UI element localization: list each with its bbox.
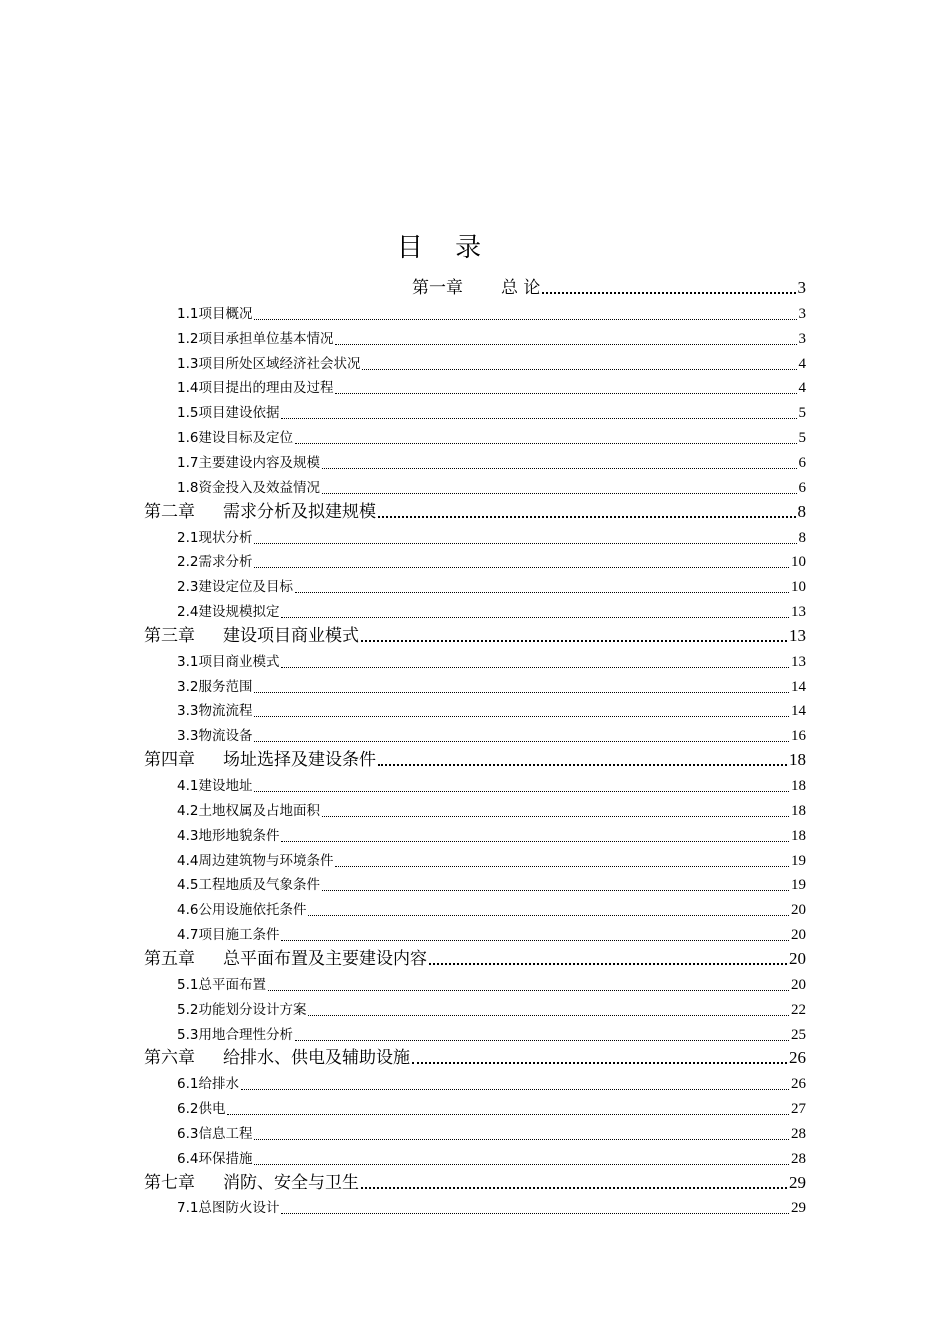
page-number: 13 [791, 604, 806, 621]
dot-leader [254, 692, 789, 693]
toc-chapter-row[interactable] [144, 747, 806, 771]
toc-section-row[interactable] [177, 673, 806, 697]
toc-section-row[interactable] [177, 399, 806, 423]
toc-entry-label: 1.8资金投入及效益情况 [177, 479, 320, 496]
toc-entry-label: 5.3用地合理性分析 [177, 1026, 293, 1043]
page-number: 28 [791, 1125, 806, 1142]
dot-leader [335, 344, 796, 345]
page-number: 14 [791, 678, 806, 695]
page-number: 19 [791, 852, 806, 869]
toc-entry-label: 1.5项目建设依据 [177, 405, 280, 422]
toc-section-row[interactable] [177, 722, 806, 746]
toc-entry-label: 6.1给排水 [177, 1076, 239, 1093]
toc-entry-label: 6.2供电 [177, 1101, 226, 1118]
dot-leader [281, 841, 789, 842]
toc-entry-label: 3.3物流设备 [177, 728, 253, 745]
toc-entry-label: 4.5工程地质及气象条件 [177, 877, 320, 894]
toc-entry-label [144, 625, 359, 647]
chapter-number: 第六章 [144, 1048, 195, 1069]
page-number: 5 [798, 430, 806, 447]
toc-section-row[interactable] [177, 896, 806, 920]
toc-section-row[interactable] [177, 573, 806, 597]
toc-entry-label: 2.3建设定位及目标 [177, 579, 293, 596]
toc-section-row[interactable] [177, 548, 806, 572]
page-number: 14 [791, 703, 806, 720]
toc-section-row[interactable] [177, 350, 806, 374]
chapter-number: 第四章 [144, 750, 195, 771]
chapter-title: 消防、安全与卫生 [223, 1172, 359, 1193]
toc-chapter-row[interactable] [144, 1170, 806, 1194]
toc-section-row[interactable] [177, 1145, 806, 1169]
toc-chapter-row[interactable] [144, 946, 806, 970]
toc-section-row[interactable] [177, 598, 806, 622]
dot-leader [362, 369, 796, 370]
toc-section-row[interactable] [177, 648, 806, 672]
dot-leader [322, 493, 797, 494]
toc-entry-label [144, 1172, 359, 1194]
page-number: 10 [791, 579, 806, 596]
toc-chapter-row[interactable] [144, 499, 806, 523]
dot-leader [254, 741, 789, 742]
chapter-number: 第五章 [144, 948, 195, 969]
dot-leader [281, 1213, 789, 1214]
page-number: 20 [789, 948, 806, 968]
toc-section-row[interactable] [177, 449, 806, 473]
dot-leader [227, 1114, 789, 1115]
dot-leader [308, 915, 789, 916]
page-number: 29 [791, 1200, 806, 1217]
dot-leader [295, 443, 797, 444]
page-number: 20 [791, 976, 806, 993]
chapter-title: 需求分析及拟建规模 [223, 501, 376, 522]
toc-entry-label: 5.2功能划分设计方案 [177, 1001, 307, 1018]
toc-entry-label [144, 501, 376, 523]
page-number: 16 [791, 728, 806, 745]
chapter-title: 建设项目商业模式 [223, 625, 359, 646]
toc-entry-label: 4.4周边建筑物与环境条件 [177, 852, 334, 869]
toc-section-row[interactable] [177, 871, 806, 895]
toc-chapter-row[interactable] [144, 623, 806, 647]
toc-section-row[interactable] [177, 474, 806, 498]
page-number: 28 [791, 1150, 806, 1167]
dot-leader [268, 990, 789, 991]
dot-leader [254, 319, 796, 320]
toc-section-row[interactable] [177, 971, 806, 995]
toc-entry-label: 3.2服务范围 [177, 678, 253, 695]
page-number: 6 [798, 454, 806, 471]
page-number: 22 [791, 1001, 806, 1018]
page-number: 19 [791, 877, 806, 894]
chapter-number: 第七章 [144, 1172, 195, 1193]
page-number: 18 [791, 827, 806, 844]
page-number: 6 [798, 479, 806, 496]
toc-section-row[interactable] [177, 822, 806, 846]
toc-entry-label: 1.2项目承担单位基本情况 [177, 330, 334, 347]
page-number: 18 [789, 750, 806, 770]
page-number: 20 [791, 927, 806, 944]
toc-entry-label: 4.1建设地址 [177, 778, 253, 794]
page-number: 18 [791, 802, 806, 819]
dot-leader [295, 592, 789, 593]
toc-entry-label [144, 749, 376, 771]
toc-entry-label: 1.1项目概况 [177, 305, 253, 322]
toc-section-row[interactable] [177, 697, 806, 721]
chapter-number: 第三章 [144, 625, 195, 646]
toc-entry-label: 4.6公用设施依托条件 [177, 902, 307, 919]
toc-entry-label: 4.7项目施工条件 [177, 927, 280, 944]
page-number: 29 [789, 1172, 806, 1192]
toc-entry-label: 1.3项目所处区域经济社会状况 [177, 355, 361, 372]
page-number: 26 [791, 1076, 806, 1093]
toc-section-row[interactable] [177, 921, 806, 945]
page-number: 18 [791, 778, 806, 794]
toc-section-row[interactable] [177, 1070, 806, 1094]
toc-entry-label: 4.2土地权属及占地面积 [177, 802, 320, 819]
toc-section-row[interactable] [177, 1021, 806, 1045]
dot-leader [429, 963, 787, 965]
page-number: 25 [791, 1026, 806, 1043]
dot-leader [281, 667, 789, 668]
toc-entry-label: 3.3物流流程 [177, 703, 253, 720]
toc-section-row[interactable] [177, 1095, 806, 1119]
dot-leader [335, 393, 796, 394]
page-number: 4 [798, 355, 806, 372]
toc-entry-label: 1.6建设目标及定位 [177, 430, 293, 447]
dot-leader [322, 890, 789, 891]
page-number: 20 [791, 902, 806, 919]
page-number: 13 [791, 653, 806, 670]
toc-section-row[interactable] [177, 1194, 806, 1218]
toc-entry-label [412, 277, 540, 299]
toc-entry-label: 7.1总图防火设计 [177, 1200, 280, 1217]
toc-entry-label: 2.1现状分析 [177, 529, 253, 546]
toc-entry-label: 2.2需求分析 [177, 554, 253, 571]
page-number: 3 [798, 305, 806, 322]
dot-leader [295, 1040, 789, 1041]
toc-section-row[interactable] [177, 996, 806, 1020]
chapter-title: 总 论 [501, 278, 541, 298]
toc-title: 目 录 [396, 233, 494, 263]
page-number: 3 [798, 330, 806, 347]
page-number: 5 [798, 405, 806, 422]
toc-section-row[interactable] [177, 847, 806, 871]
dot-leader [254, 1139, 789, 1140]
toc-entry-label: 1.4项目提出的理由及过程 [177, 380, 334, 397]
dot-leader [361, 1187, 787, 1189]
toc-entry-label: 3.1项目商业模式 [177, 653, 280, 670]
toc-section-row[interactable] [177, 424, 806, 448]
dot-leader [378, 516, 796, 518]
page-number: 26 [789, 1048, 806, 1068]
toc-entry-label: 4.3地形地貌条件 [177, 827, 280, 844]
toc-section-row[interactable] [177, 374, 806, 398]
page-number: 8 [797, 501, 806, 521]
dot-leader [322, 816, 789, 817]
toc-chapter-row[interactable] [412, 275, 806, 299]
toc-entry-label [144, 1047, 410, 1069]
toc-entry-label [144, 948, 427, 970]
page-number: 8 [798, 529, 806, 546]
page-number: 4 [798, 380, 806, 397]
toc-entry-label: 6.3信息工程 [177, 1125, 253, 1142]
toc-section-row[interactable] [177, 325, 806, 349]
dot-leader [412, 1062, 787, 1064]
page-number: 10 [791, 554, 806, 571]
toc-section-row[interactable] [177, 524, 806, 548]
dot-leader [254, 791, 789, 792]
dot-leader [281, 940, 789, 941]
dot-leader [281, 617, 789, 618]
dot-leader [378, 764, 787, 766]
dot-leader [254, 716, 789, 717]
dot-leader [322, 468, 797, 469]
dot-leader [254, 1164, 789, 1165]
toc-entry-label: 2.4建设规模拟定 [177, 604, 280, 621]
toc-entry-label: 6.4环保措施 [177, 1150, 253, 1167]
chapter-title: 给排水、供电及辅助设施 [223, 1048, 410, 1069]
toc-entry-label: 1.7主要建设内容及规模 [177, 454, 320, 471]
toc-section-row[interactable] [177, 797, 806, 821]
toc-chapter-row[interactable] [144, 1045, 806, 1069]
toc-entry-label: 5.1总平面布置 [177, 976, 266, 993]
dot-leader [308, 1015, 789, 1016]
toc-section-row[interactable] [177, 300, 806, 324]
toc-section-row[interactable] [177, 772, 806, 796]
page-number: 13 [789, 625, 806, 645]
dot-leader [542, 292, 795, 294]
dot-leader [254, 567, 789, 568]
toc-section-row[interactable] [177, 1120, 806, 1144]
chapter-number: 第一章 [412, 278, 463, 298]
dot-leader [335, 866, 789, 867]
dot-leader [361, 640, 787, 642]
chapter-title: 场址选择及建设条件 [223, 750, 376, 771]
chapter-title: 总平面布置及主要建设内容 [223, 948, 427, 969]
chapter-number: 第二章 [144, 501, 195, 522]
dot-leader [281, 418, 796, 419]
page-number: 27 [791, 1101, 806, 1118]
page-number: 3 [797, 278, 806, 297]
dot-leader [254, 543, 796, 544]
dot-leader [241, 1089, 789, 1090]
